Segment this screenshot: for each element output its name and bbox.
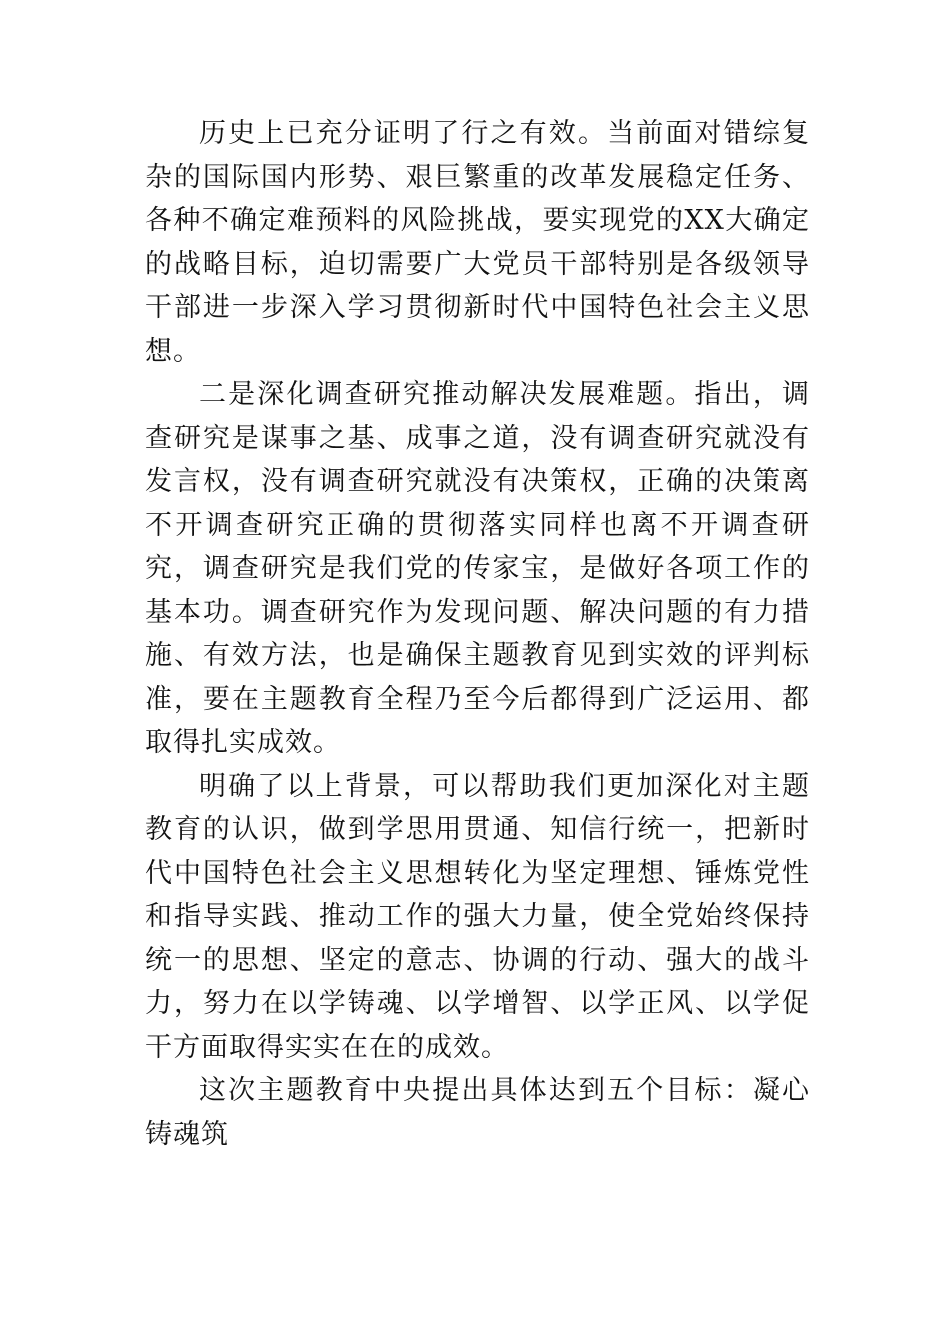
paragraph-five-goals: 这次主题教育中央提出具体达到五个目标：凝心铸魂筑 xyxy=(145,1075,810,1150)
paragraph-background-understanding: 明确了以上背景，可以帮助我们更加深化对主题教育的认识，做到学思用贯通、知信行统一，把新时代中国特色社会主义思想转化为坚定理想、锤炼党性和指导实践、推动工作的强大力量，使全党始终保持统一的思想、坚定的意志、协调的行动、强大的战斗力，努力在以学铸魂、以学增智、以学正风、以学促干方面取得实实在在的成效。 xyxy=(145,770,810,1063)
paragraph-history-proof: 历史上已充分证明了行之有效。当前面对错综复杂的国际国内形势、艰巨繁重的改革发展稳定任务、各种不确定难预料的风险挑战，要实现党的XX大确定的战略目标，迫切需要广大党员干部特别是各级领导干部进一步深入学习贯彻新时代中国特色社会主义思想。 xyxy=(145,118,810,367)
paragraph-investigation-research: 二是深化调查研究推动解决发展难题。指出，调查研究是谋事之基、成事之道，没有调查研究就没有发言权，没有调查研究就没有决策权，正确的决策离不开调查研究正确的贯彻落实同样也离不开调查研究，调查研究是我们党的传家宝，是做好各项工作的基本功。调查研究作为发现问题、解决问题的有力措施、有效方法，也是确保主题教育见到实效的评判标准，要在主题教育全程乃至今后都得到广泛运用、都取得扎实成效。 xyxy=(145,379,810,758)
document-body xyxy=(145,112,810,1156)
